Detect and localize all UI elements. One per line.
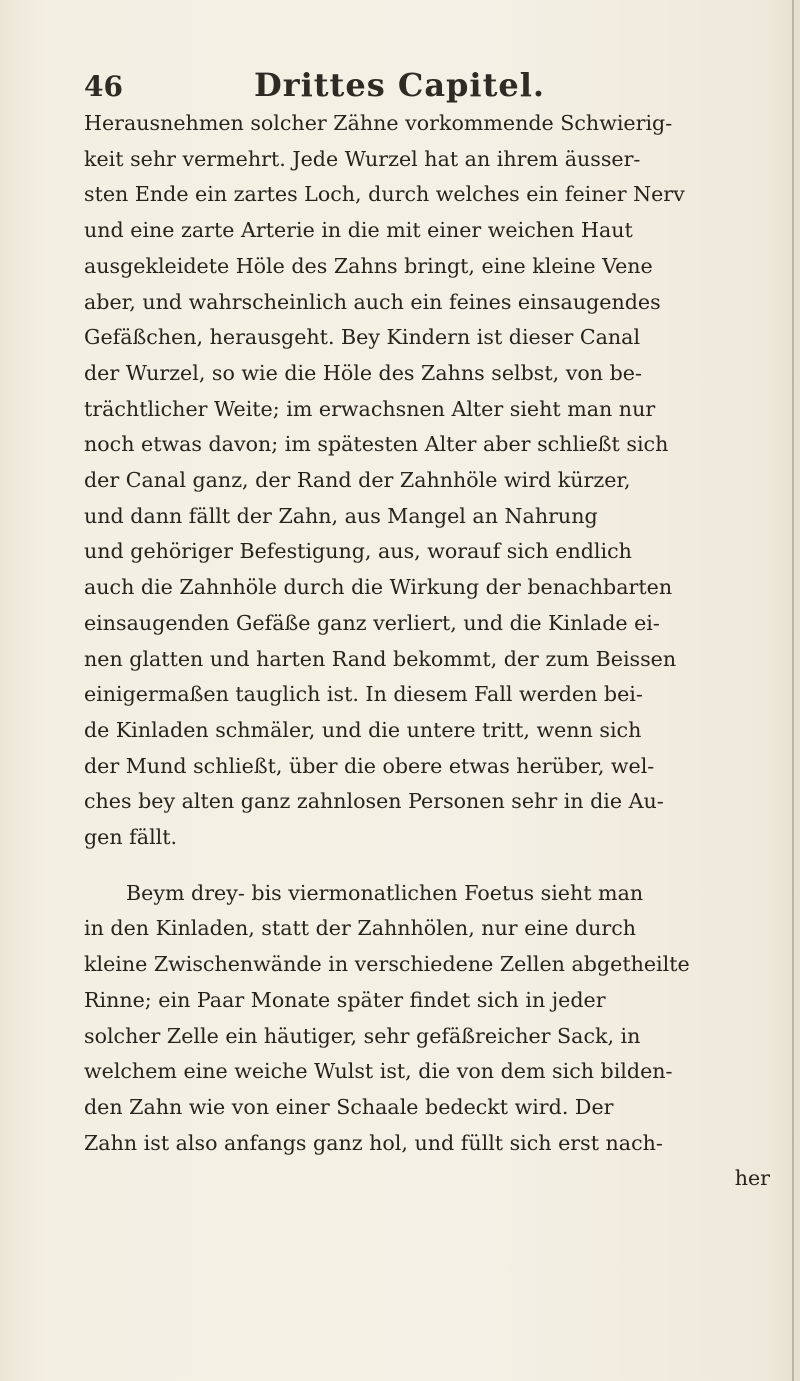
- page-number: 46: [84, 70, 123, 103]
- text-line: auch die Zahnhöle durch die Wirkung der benachbarten: [84, 575, 673, 600]
- text-line: noch etwas davon; im spätesten Alter aber schließt sich: [84, 432, 669, 457]
- text-line: solcher Zelle ein häutiger, sehr gefäßreicher Sack, in: [84, 1023, 641, 1048]
- body-text: [84, 106, 788, 1197]
- text-line: in den Kinladen, statt der Zahnhölen, nur eine durch: [84, 916, 637, 941]
- text-line: nen glatten und harten Rand bekommt, der zum Beissen: [84, 646, 677, 671]
- text-line: de Kinladen schmäler, und die untere tritt, wenn sich: [84, 717, 642, 742]
- text-line: aber, und wahrscheinlich auch ein feines einsaugendes: [84, 289, 661, 314]
- text-line: gen fällt.: [84, 825, 178, 850]
- running-head: Drittes Capitel.: [254, 66, 546, 104]
- text-line: und dann fällt der Zahn, aus Mangel an Nahrung: [84, 503, 598, 528]
- text-line: welchem eine weiche Wulst ist, die von dem sich bilden-: [84, 1059, 673, 1084]
- text-line: trächtlicher Weite; im erwachsnen Alter sieht man nur: [84, 396, 656, 421]
- paragraph-1: [84, 106, 788, 856]
- text-line: Gefäßchen, herausgeht. Bey Kindern ist dieser Canal: [84, 325, 641, 350]
- text-line: und eine zarte Arterie in die mit einer weichen Haut: [84, 218, 633, 243]
- text-line: kleine Zwischenwände in verschiedene Zellen abgetheilte: [84, 952, 690, 977]
- paragraph-2: [84, 876, 788, 1197]
- text-line: den Zahn wie von einer Schaale bedeckt wird. Der: [84, 1094, 614, 1119]
- page-edge: [792, 0, 794, 1381]
- text-line: der Canal ganz, der Rand der Zahnhöle wird kürzer,: [84, 468, 631, 493]
- text-line: Rinne; ein Paar Monate später findet sich in jeder: [84, 987, 606, 1012]
- text-line: der Wurzel, so wie die Höle des Zahns selbst, von be-: [84, 360, 642, 385]
- text-line: einigermaßen tauglich ist. In diesem Fall werden bei-: [84, 682, 643, 707]
- text-line: ches bey alten ganz zahnlosen Personen sehr in die Au-: [84, 789, 664, 814]
- paragraph-gap: [84, 856, 788, 876]
- text-line: Herausnehmen solcher Zähne vorkommende Schwierig-: [84, 111, 673, 135]
- text-line: der Mund schließt, über die obere etwas herüber, wel-: [84, 753, 655, 778]
- text-line: Zahn ist also anfangs ganz hol, und füllt sich erst nach-: [84, 1130, 663, 1155]
- page-header: [84, 64, 774, 108]
- text-line: ausgekleidete Höle des Zahns bringt, eine kleine Vene: [84, 253, 653, 278]
- text-line: einsaugenden Gefäße ganz verliert, und die Kinlade ei-: [84, 610, 660, 635]
- text-line: sten Ende ein zartes Loch, durch welches ein feiner Nerv: [84, 182, 685, 207]
- text-line: keit sehr vermehrt. Jede Wurzel hat an ihrem äusser-: [84, 146, 641, 171]
- text-line: und gehöriger Befestigung, aus, worauf sich endlich: [84, 539, 632, 564]
- text-line: Beym drey- bis viermonatlichen Foetus sieht man: [126, 880, 644, 905]
- catchword: her: [734, 1166, 770, 1191]
